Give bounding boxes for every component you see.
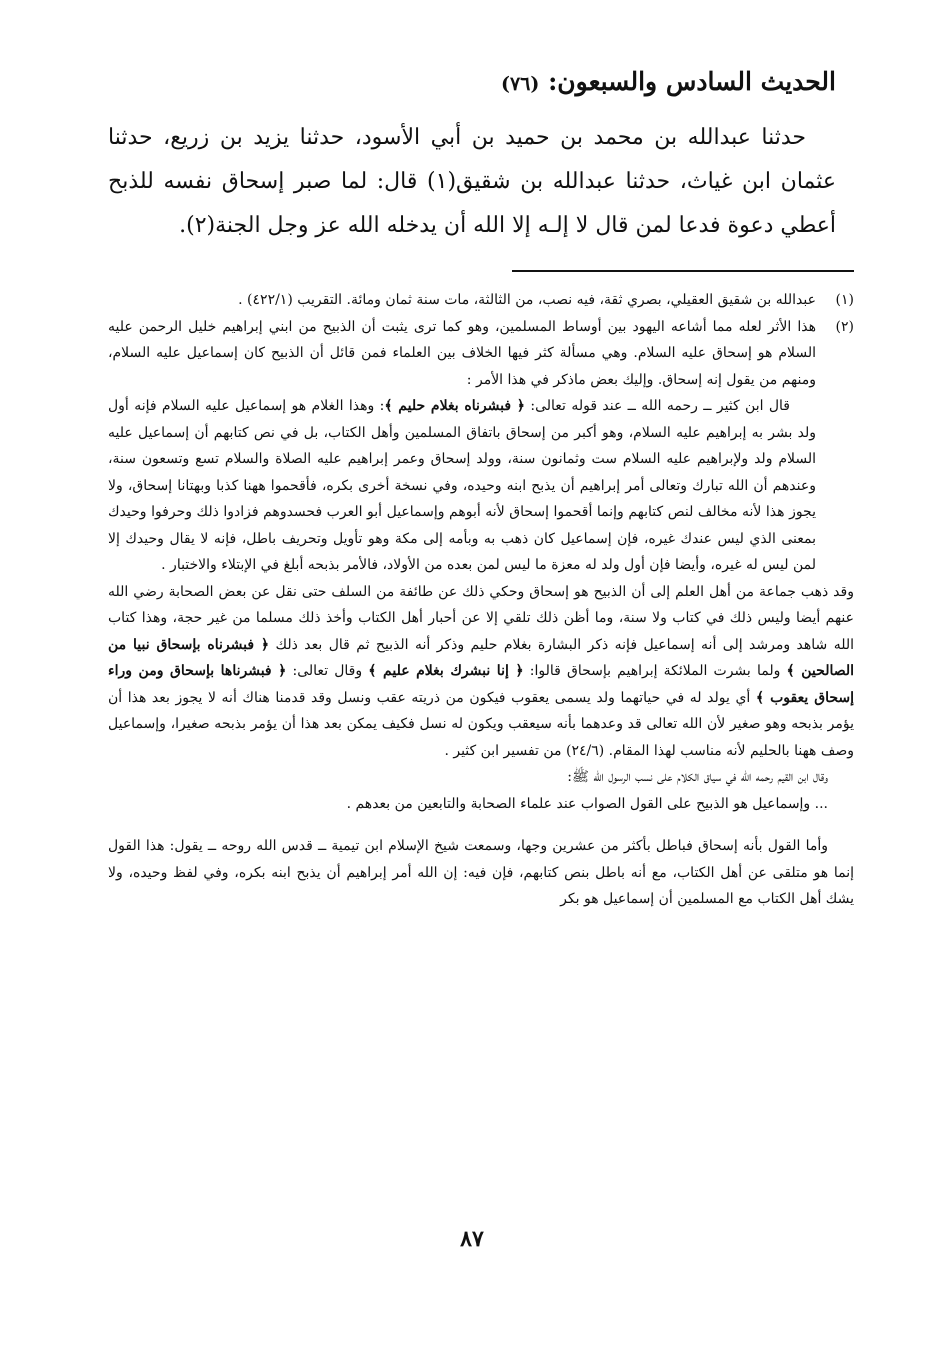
- ibn-qayyim-paragraph: وأما القول بأنه إسحاق فباطل بأكثر من عشرين وجها، وسمعت شيخ الإسلام ابن تيمية ــ قدس الله روحه ــ يقول: هذا القول إنما هو متلقى عن أهل الكتاب، مع أنه باطل بنص كتابهم، فإن فيه: إن الله أمر إبراهيم أن يذبح ابنه بكره، وفي لفظ وحيده، ولا يشك أهل الكتاب مع المسلمين أن إسماعيل هو بكر: [108, 838, 854, 907]
- hadith-body: حدثنا عبدالله بن محمد بن حميد بن أبي الأسود، حدثنا يزيد بن زريع، حدثنا عثمان ابن غياث، حدثنا عبدالله بن شقيق(١) قال: لما صبر إسحاق نفسه للذبح أعطي دعوة فدعا لمن قال لا إلـه إلا الله أن يدخله الله عز وجل الجنة(٢).: [108, 125, 837, 238]
- hadith-text: [108, 116, 836, 248]
- quran-quote: ﴿ فبشرناه بغلام حليم ﴾: [384, 398, 526, 414]
- footnote-text: عبدالله بن شقيق العقيلي، بصري ثقة، فيه نصب، من الثالثة، مات سنة ثمان ومائة. التقريب (٤٢٢/١) .: [238, 292, 816, 308]
- hadith-heading: [108, 62, 836, 104]
- footnote-number: (١): [835, 292, 854, 308]
- quran-quote: ﴿ فبشرناها بإسحاق ومن وراء إسحاق يعقوب ﴾: [108, 663, 854, 706]
- text-run: أي يولد له في حياتهما ولد يسمى يعقوب فيكون من ذريته عقب ونسل وقد قدمنا هناك أنه لا يجوز بعد هذا أن يؤمر بذبحه وهو صغير لأن الله تعالى قد وعدهما بأنه سيعقب ويكون له نسل فكيف يمكن بعد هذا أن يؤمر بذبحه صغيرا، وإسماعيل وصف ههنا بالحليم لأنه مناسب لهذا المقام. (٢٤/٦) من تفسير ابن كثير .: [108, 689, 854, 759]
- ibn-kathir-paragraph: [108, 393, 816, 579]
- footnotes-section: [108, 287, 854, 913]
- footnote-text: هذا الأثر لعله مما أشاعه اليهود بين أوساط المسلمين، وهو كما ترى يثبت أن الذبيح من ابني إبراهيم خليل الرحمن عليه السلام هو إسحاق عليه السلام. وهي مسألة كثر فيها الخلاف بين العلماء فمن قائل أن الذبيح كان إسماعيل عليه السلام، ومنهم من يقول إنه إسحاق. وإليك بعض ماذكر في هذا الأمر :: [108, 318, 816, 388]
- text-run: وقال تعالى:: [286, 663, 369, 679]
- footnote-body: [108, 314, 816, 579]
- text-run: ولما بشرت الملائكة إبراهيم بإسحاق قالوا:: [523, 663, 787, 679]
- footnote: [108, 314, 854, 579]
- page-number: ٨٧: [460, 1226, 484, 1252]
- text-run: قال ابن كثير ــ رحمه الله ــ عند قوله تعالى:: [525, 398, 790, 414]
- ibn-qayyim-quote: ... وإسماعيل هو الذبيح على القول الصواب عند علماء الصحابة والتابعين من بعدهم .: [346, 795, 828, 812]
- quran-quote: ﴿ إنا نبشرك بغلام عليم ﴾: [368, 663, 524, 679]
- hadith-number: (٧٦): [500, 73, 540, 95]
- footnote: [108, 287, 854, 314]
- text-run: وقد ذهب جماعة من أهل العلم إلى أن الذبيح هو إسحاق وحكي ذلك عن طائفة من السلف حتى نقل عن بعض الصحابة رضي الله عنهم أيضا وليس ذلك في كتاب ولا سنة، وما أظن ذلك تلقي إلا عن أحبار أهل الكتاب وأخذ ذلك مسلما من غير حجة، وهذا كتاب الله شاهد ومرشد إلى أنه إسماعيل فإنه ذكر البشارة بغلام حليم وذكر أنه الذبيح ثم قال بعد ذلك: [108, 583, 854, 653]
- heading-title: الحديث السادس والسبعون:: [548, 67, 836, 96]
- footnote-number: (٢): [835, 318, 854, 335]
- text-run: : وهذا الغلام هو إسماعيل عليه السلام فإنه أول ولد بشر به إبراهيم عليه السلام، وهو أكبر من إسحاق باتفاق المسلمين وأهل الكتاب، بل في نص كتابهم أن إسماعيل عليه السلام ولد ولإبراهيم عليه السلام ست وثمانون سنة، وولد إسحاق وعمر إبراهيم عليه الصلاة والسلام تسع وتسعون سنة، وعندهم أن الله تبارك وتعالى أمر إبراهيم أن يذبح ابنه وحيده، وفي نسخة أخرى بكره، فأقحموا ههنا كذبا وبهتانا إسحاق، ولا يجوز هذا لأنه مخالف لنص كتابهم وإنما أقحموا إسحاق لأنه أبوهم وإسماعيل أبو العرب فحسدوهم فزادوا ذلك وحرفوا وحيدك بمعنى الذي ليس عندك غيره، فإن إسماعيل كان ذهب به وبأمه إلى مكة وهو تأويل وتحريف باطل، فإنه لا يقال وحيدك إلا لمن ليس له غيره، وأيضا فإن أول ولد له معزة ما ليس لمن بعده من الأولاد، فالأمر بذبحه أبلغ في الإبتلاء والاختبار .: [108, 398, 816, 573]
- quran-quote: ﴿ فبشرناه بإسحاق نبيا من الصالحين ﴾: [108, 636, 855, 679]
- footnote-separator: [512, 270, 854, 272]
- ibn-kathir-paragraph-2: [108, 579, 854, 765]
- ibn-qayyim-intro: وقال ابن القيم رحمه الله في سياق الكلام على نسب الرسول الله ﷺ:: [567, 769, 828, 785]
